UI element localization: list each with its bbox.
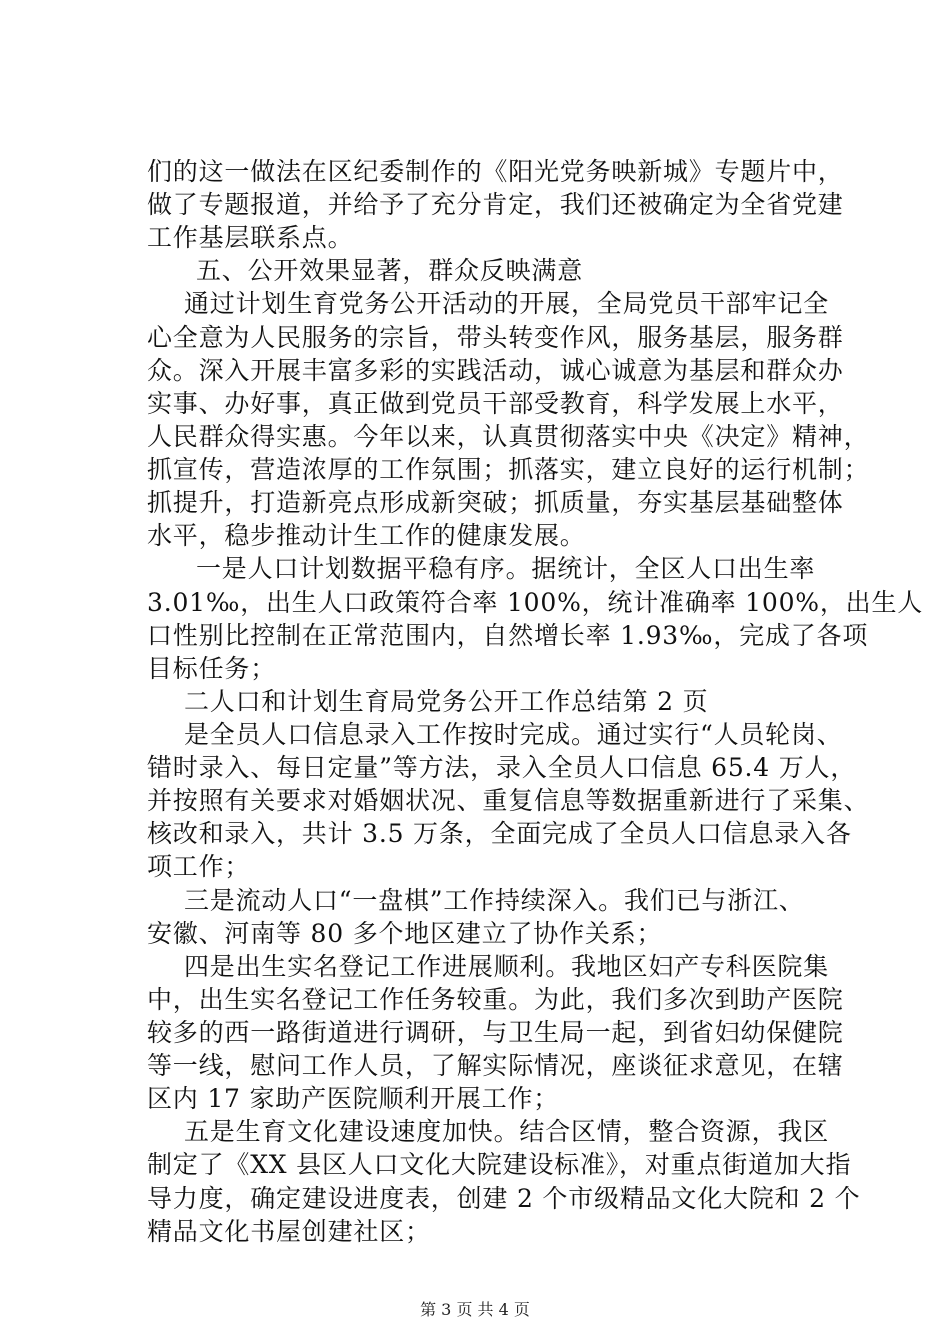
paragraph-line: 水平，稳步推动计生工作的健康发展。 [147, 521, 586, 550]
paragraph-line: 实事、办好事，真正做到党员干部受教育，科学发展上水平， [147, 389, 844, 418]
paragraph-line: 一是人口计划数据平稳有序。据统计，全区人口出生率 [196, 554, 816, 583]
section-heading: 五、公开效果显著，群众反映满意 [196, 256, 584, 285]
paragraph-line: 们的这一做法在区纪委制作的《阳光党务映新城》专题片中， [147, 157, 844, 186]
page-title-inline: 二人口和计划生育局党务公开工作总结第 2 页 [184, 687, 709, 716]
paragraph-line: 目标任务； [147, 654, 277, 683]
paragraph-line: 抓宣传，营造浓厚的工作氛围；抓落实，建立良好的运行机制； [147, 455, 870, 484]
paragraph-line: 区内 17 家助产医院顺利开展工作； [147, 1084, 560, 1113]
paragraph-line: 五是生育文化建设速度加快。结合区情，整合资源，我区 [184, 1117, 830, 1146]
paragraph-line: 心全意为人民服务的宗旨，带头转变作风，服务基层，服务群 [147, 323, 844, 352]
paragraph-line: 制定了《XX 县区人口文化大院建设标准》，对重点街道加大指 [147, 1150, 852, 1179]
paragraph-line: 等一线，慰问工作人员，了解实际情况，座谈征求意见，在辖 [147, 1051, 844, 1080]
paragraph-line: 并按照有关要求对婚姻状况、重复信息等数据重新进行了采集、 [147, 786, 870, 815]
paragraph-line: 抓提升，打造新亮点形成新突破；抓质量，夯实基层基础整体 [147, 488, 844, 517]
paragraph-line: 错时录入、每日定量”等方法，录入全员人口信息 65.4 万人， [147, 753, 857, 782]
paragraph-line: 口性别比控制在正常范围内，自然增长率 1.93‰，完成了各项 [147, 621, 869, 650]
paragraph-line: 工作基层联系点。 [147, 223, 354, 252]
paragraph-line: 做了专题报道，并给予了充分肯定，我们还被确定为全省党建 [147, 190, 844, 219]
paragraph-line: 中，出生实名登记工作任务较重。为此，我们多次到助产医院 [147, 985, 844, 1014]
paragraph-line: 3.01‰，出生人口政策符合率 100%，统计准确率 100%，出生人 [147, 588, 924, 617]
paragraph-line: 四是出生实名登记工作进展顺利。我地区妇产专科医院集 [184, 952, 830, 981]
paragraph-line: 安徽、河南等 80 多个地区建立了协作关系； [147, 919, 663, 948]
paragraph-line: 众。深入开展丰富多彩的实践活动，诚心诚意为基层和群众办 [147, 356, 844, 385]
paragraph-line: 较多的西一路街道进行调研，与卫生局一起，到省妇幼保健院 [147, 1018, 844, 1047]
paragraph-line: 精品文化书屋创建社区； [147, 1217, 431, 1246]
paragraph-line: 项工作； [147, 852, 251, 881]
page-footer: 第 3 页 共 4 页 [420, 1300, 530, 1319]
paragraph-line: 导力度，确定建设进度表，创建 2 个市级精品文化大院和 2 个 [147, 1184, 861, 1213]
paragraph-line: 是全员人口信息录入工作按时完成。通过实行“人员轮岗、 [184, 720, 843, 749]
paragraph-line: 人民群众得实惠。今年以来，认真贯彻落实中央《决定》精神， [147, 422, 870, 451]
paragraph-line: 核改和录入，共计 3.5 万条，全面完成了全员人口信息录入各 [147, 819, 852, 848]
paragraph-line: 通过计划生育党务公开活动的开展，全局党员干部牢记全 [184, 289, 830, 318]
paragraph-line: 三是流动人口“一盘棋”工作持续深入。我们已与浙江、 [184, 886, 805, 915]
